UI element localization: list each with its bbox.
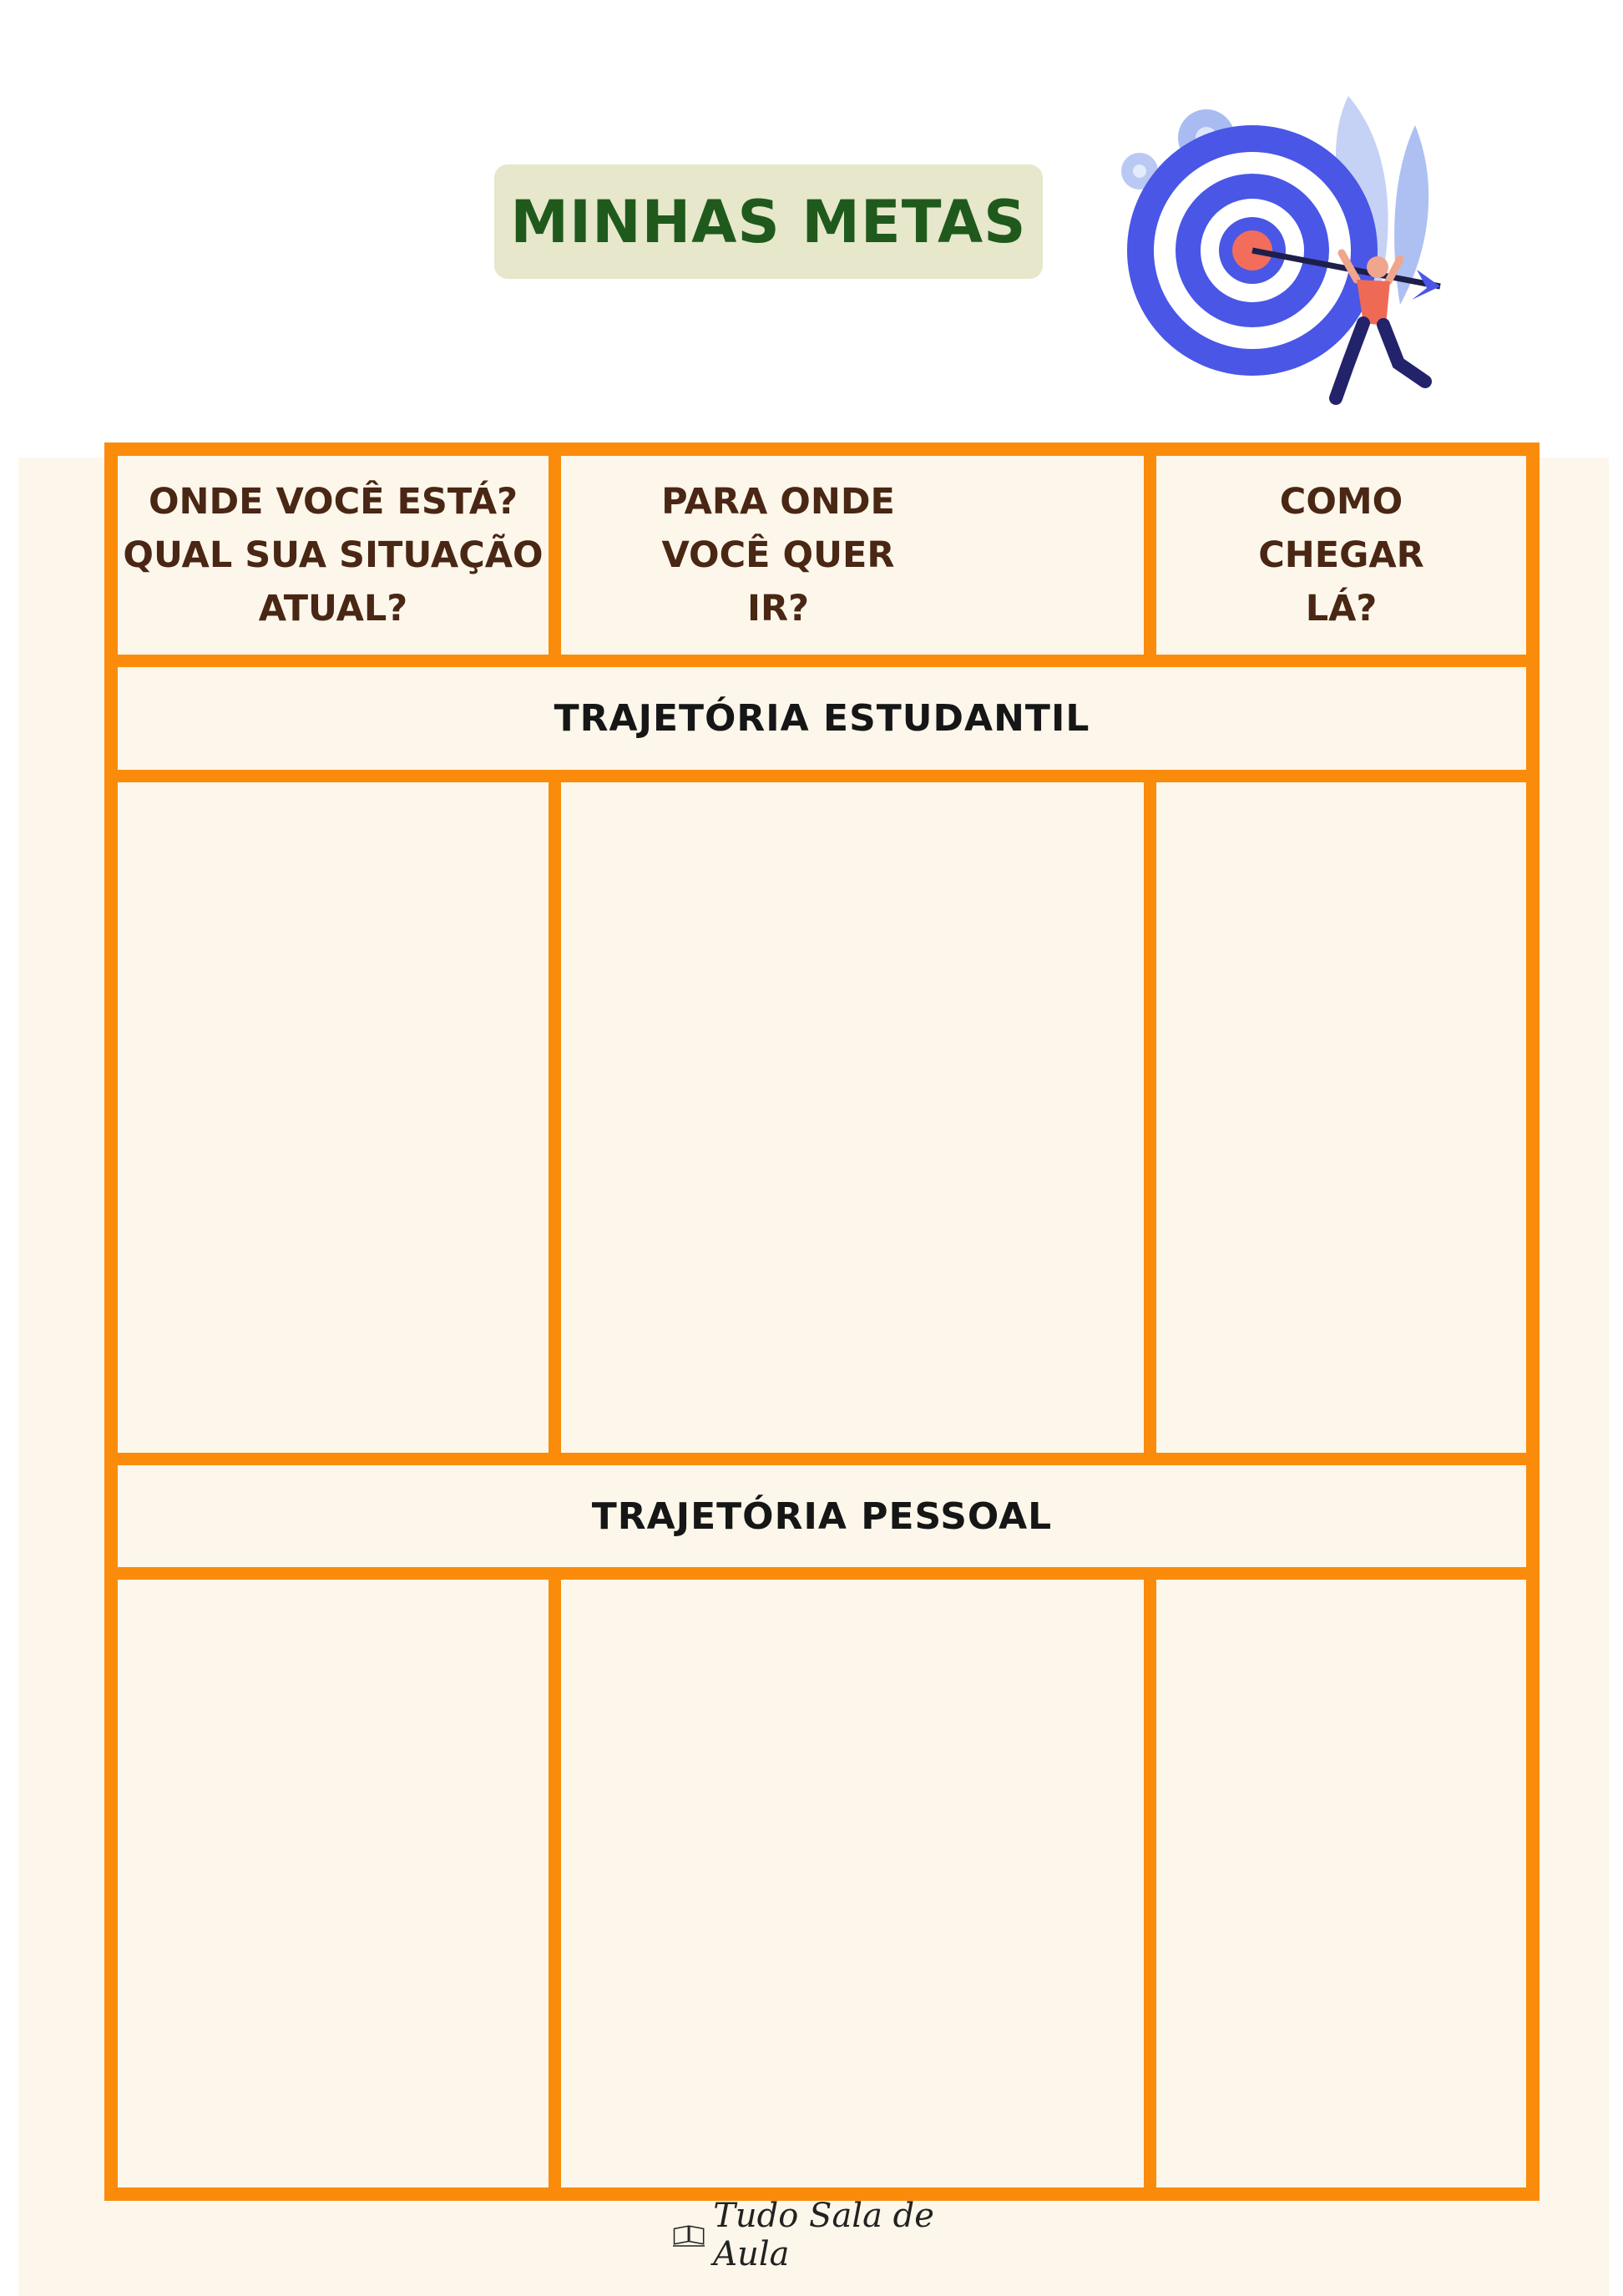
- book-icon: [673, 2218, 705, 2252]
- section-label-student: TRAJETÓRIA ESTUDANTIL: [554, 697, 1090, 740]
- column-divider: [1144, 456, 1156, 667]
- student-how-cell[interactable]: [1156, 782, 1526, 1453]
- page-title: MINHAS METAS: [510, 187, 1027, 256]
- column-header-how-to-get-there: COMO CHEGAR LÁ?: [1258, 481, 1424, 630]
- title-badge: [494, 164, 1043, 279]
- section-label-personal: TRAJETÓRIA PESSOAL: [591, 1494, 1053, 1538]
- personal-current-cell[interactable]: [118, 1580, 549, 2201]
- goals-table: [104, 443, 1540, 2201]
- student-current-cell[interactable]: [118, 782, 549, 1453]
- column-divider: [1144, 782, 1156, 1453]
- column-header-current-situation: ONDE VOCÊ ESTÁ? QUAL SUA SITUAÇÃO ATUAL?: [123, 481, 544, 630]
- row-divider: [118, 1453, 1526, 1465]
- column-divider: [549, 456, 561, 667]
- row-divider: [118, 655, 1526, 667]
- row-divider: [118, 770, 1526, 782]
- student-destination-cell[interactable]: [561, 782, 1144, 1453]
- brand-name: Tudo Sala de Aula: [713, 2197, 934, 2273]
- column-divider: [549, 1580, 561, 2201]
- column-header-destination: PARA ONDE VOCÊ QUER IR?: [661, 481, 895, 630]
- personal-destination-cell[interactable]: [561, 1580, 1144, 2201]
- column-divider: [549, 782, 561, 1453]
- row-divider: [118, 1567, 1526, 1580]
- column-divider: [1144, 1580, 1156, 2201]
- footer-brand: [673, 2197, 948, 2273]
- target-archer-illustration: [1106, 88, 1474, 417]
- personal-how-cell[interactable]: [1156, 1580, 1526, 2201]
